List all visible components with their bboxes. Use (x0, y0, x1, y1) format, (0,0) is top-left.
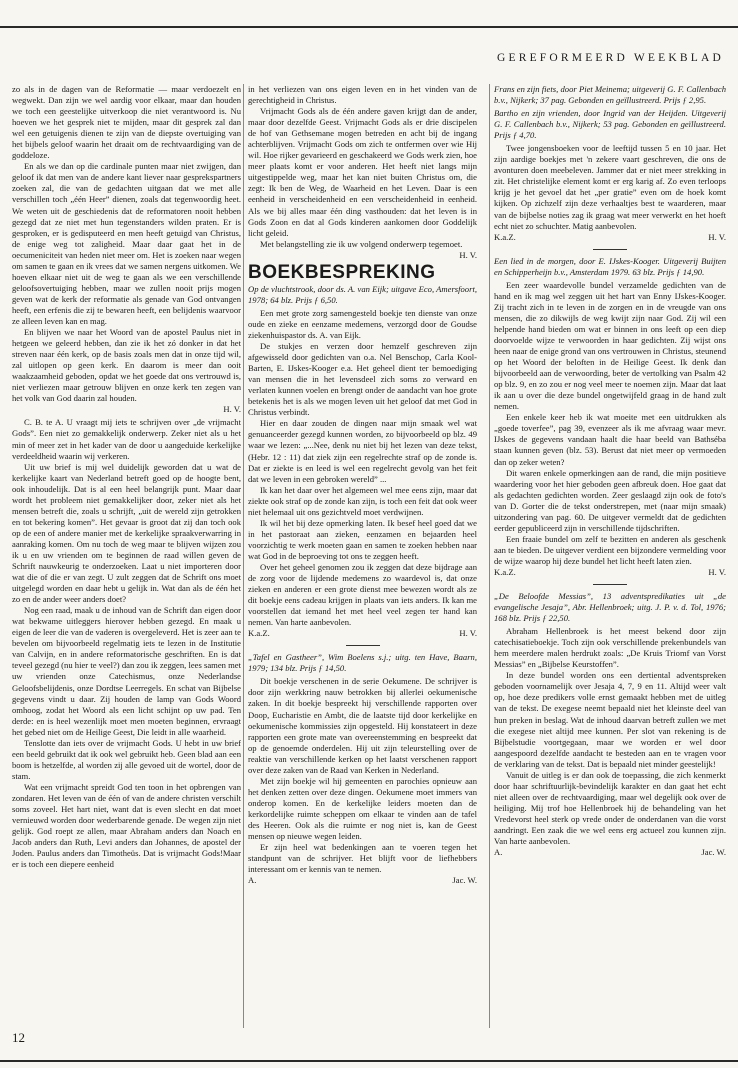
signature-right: H. V. (708, 566, 726, 577)
review-heading: Bartho en zijn vrienden, door Ingrid van der Heijden. Uitgeverij G. F. Callenbach b.v., Nijkerk; 53 pag. Gebonden en geïllustreerd. Prijs ƒ 4,70. (494, 108, 726, 141)
column-divider-2 (489, 84, 490, 1028)
bottom-rule (0, 1060, 738, 1062)
review-signature (494, 567, 726, 578)
paragraph: Een enkele keer heb ik wat moeite met een uitdrukken als „goede toverfee”, pag 39, evenzeer als ik me afvraag waar mevr. IJskes de gegevens vandaan haalt die haar beeld van Bathséba staan kunnen geven (blz. 53). Berust dat niet meer op vermoeden dan op zeker weten? (494, 412, 726, 467)
review-signature (494, 847, 726, 858)
review-heading: Frans en zijn fiets, door Piet Meinema; uitgeverij G. F. Callenbach b.v., Nijkerk; 37 pag. Gebonden en geïllustreerd. Prijs ƒ 2,95. (494, 84, 726, 106)
signature-right: H. V. (708, 231, 726, 242)
review-heading: Op de vluchtstrook, door ds. A. van Eijk; uitgave Eco, Amersfoort, 1978; 64 blz. Prijs ƒ 6,50. (248, 283, 477, 305)
review-signature (248, 875, 477, 886)
signature-left: K.a.Z. (494, 566, 516, 577)
paragraph: Ik kan het daar over het algemeen wel mee eens zijn, maar dat ziekte ook straf op de zonde kan zijn, is toch een feit dat ook weer niet helemaal uit ons gezichtveld moet verdwijnen. (248, 484, 477, 517)
paragraph: In deze bundel worden ons een dertiental adventspreken geboden voornamelijk over Jesaja 4, 7, 9 en 11. Altijd weer valt op, hoe deze predikers volle ernst gemaakt hebben met de uitleg van de tekst. De exegese neemt bepaald niet het kleinste deel van hun preken in beslag. Wat de inhoud daarvan betreft zullen we met die exegese niet altijd mee kunnen. Per slot van rekening is de Bijbelstudie voortgegaan, maar we worden er wel door aangespoord dezelfde aandacht te besteden aan en te vragen voor de verklaring van de tekst. Dat is bepaald niet minder geestelijk! (494, 670, 726, 769)
paragraph: En als we dan op die cardinale punten maar niet zwijgen, dan geloof ik dat men van de andere kant liever naar gesprekspartners zoeken zal, die van de gedachten uitgaan dat we met alle verschillen toch „één Heer” dienen, zoals dat tegenwoordig heet. We weten uit de geschiedenis dat de reformatoren nooit hebben gezegd dat ze niet met hun tegenstanders wilden praten. Er is gesproken, er is gedisputeerd en men heeft getuigd van Christus, de enige weg tot zaligheid. Maar daar gaat het in de oecumeniciteit van heden niet meer om. Het is zoeken naar wegen om samen te gaan en ik vrees dat we samen nergens uitkomen. We hoeven elkaar niet uit de weg te gaan als we een verschillende geloofsovertuiging hebben, maar we zullen nooit prijs mogen geven wat de kerk der reformatie als genade van God ontvangen heeft, een erfenis die zij te bewaren heeft, een belijdenis waarvoor ze alleen leven kan en mag. (12, 161, 241, 326)
paragraph: Een zeer waardevolle bundel verzamelde gedichten van de hand en ik mag wel zeggen uit het hart van Enny IJskes-Kooger. Zij tracht zich in te leven in de zorgen en in de vreugde van ons mensen, die zo dikwijls de weg kwijt zijn naar God. Zij wil een helpende hand bieden om wat er binnen in ons leeft op een diep doorvoelde wijze te verwoorden in haar gedichten. Zij wijst ons heen naar de enige grond van ons vertrouwen in Christus, steunend op het Woord der beloften in de Heilige Geest. Ik denk dan bijvoorbeeld aan de verwoording, beter de vertolking van Psalm 42 op blz. 9, en zo zou er nog veel meer te noemen zijn. Maar dat laat ik aan u over die deze bundel ongetwijfeld graag in de hand zult nemen. (494, 279, 726, 412)
signature-left: K.a.Z. (494, 231, 516, 242)
paragraph: Dit boekje verschenen in de serie Oekumene. De schrijver is door zijn werkkring nauw betrokken bij allerlei oekumenische zaken. In dit boekje bespreekt hij verschillende rapporten over Doop, Eucharistie en Ambt, die de laatste tijd door kerkelijke en oekumenische kommissies zijn opgesteld. Hij konstateert in deze rapporten een grote mate van overeenstemming en bespreekt dat op de genoemde onderdelen. Hij uit zijn teleurstelling over de reaktie van verschillende kerken op het laatst verschenen rapport over deze zaken van de Raad van Kerken in Nederland. (248, 676, 477, 775)
top-rule (0, 20, 738, 28)
page-header: GEREFORMEERD WEEKBLAD (496, 52, 724, 64)
page-number: 12 (12, 1030, 25, 1045)
divider (593, 249, 627, 250)
signature-left: A. (494, 847, 503, 858)
column-3 (494, 84, 726, 1044)
column-divider-1 (243, 84, 244, 1028)
review-heading: Een lied in de morgen, door E. IJskes-Kooger. Uitgeverij Buijten en Schipperheijn b.v., Amsterdam 1979. 63 blz. Prijs ƒ 14,90. (494, 255, 726, 277)
paragraph: Uit uw brief is mij wel duidelijk geworden dat u wat de kerkelijke kaart van Nederland betreft goed op de hoogte bent, ook inhoudelijk. Dat is al een heel belangrijk punt. Maar daar wordt het probleem niet gemakkelijker door, zeker niet als het mensen betreft die, zoals u schrijft, „uit de wereld zijn getrokken en tot bekering komen”. Het gevaar is groot dat zij dan toch ook op de een of andere manier met de kerkelijke spraakverwarring in aanraking komen. Om nu toch de weg maar te blijven wijzen zou ik u en uw vrienden om te beginnen de raad willen geven de Schrift nauwkeurig te onderzoeken. Laat u niet importeren door wat die of die er van zegt. U zult zeggen dat de Schrift ons moet uitgelegd worden en daar hebt u gelijk in. Wat dan als de één het zo en de ander weer anders doet? (12, 461, 241, 605)
paragraph: Abraham Hellenbroek is het meest bekend door zijn catechisatieboekje. Toch zijn ook verschillende prekenbundels van hem meerdere malen herdrukt zoals: „De Kruis Triomf van Vorst Messias” en „Bijbelse Keurstoffen”. (494, 626, 726, 670)
paragraph: Met belangstelling zie ik uw volgend onderwerp tegemoet. (260, 238, 463, 249)
paragraph: Nog een raad, maak u de inhoud van de Schrift dan eigen door wat bekwame uitleggers hierover hebben gezegd. En maak u eigen de leer die van de vaderen is overgeleverd. Het is zeer aan te bevelen om bijvoorbeeld regelmatig iets te lezen in de Institutie van Calvijn, en in andere reformatorische geschriften. En is dat teveel gezegd (nu hier te veel?) dan zou ik zeggen, lees samen met uw vrienden onze Catechismus, onze Nederlandse Geloofsbelijdenis, onze Dordtse Leerregels. En schat van Bijbelse gegevens vindt u daar. Zij houden de lamp van Gods Woord omhoog, zodat het Woord als een licht schijnt op uw pad. Ten derde: en is heel wezenlijk moet men moeten beginnen, ervraagt het gebed niet om de Heilige Geest, Die leidt in alle waarheid. (12, 605, 241, 737)
review-signature (494, 232, 726, 243)
paragraph: in het verliezen van ons eigen leven en in het vinden van de gerechtigheid in Christus. (248, 84, 477, 106)
signature-left: K.a.Z. (248, 628, 270, 639)
paragraph: zo als in de dagen van de Reformatie — maar verdoezelt en wegwekt. Dan zijn we wel aardig voor elkaar, maar dan houden we toch een geestelijke uitverkoop die niet verantwoord is. Nu hoeven we het gesprek niet te mijden, maar dit gesprek zal dan wel een getuigenis dienen te zijn van de diepste overtuiging van het bijbels geloof waarin het draait om de rechtvaardiging van de goddeloze. (12, 84, 241, 161)
paragraph: Ik wil het bij deze opmerking laten. Ik besef heel goed dat we in het pastoraat aan zieken, eenzamen en bejaarden heel voorzichtig te werk moeten gaan en samen te zoeken hebben naar wat God in de beproeving tot ons te zeggen heeft. (248, 517, 477, 561)
signature-right: Jac. W. (701, 847, 726, 858)
paragraph: De stukjes en verzen door hemzelf geschreven zijn afgewisseld door gedichten van o.a. Nel Benschop, Carla Kool-Barten, E. IJskes-Kooger e.a. Het geheel dient ter bemoediging van mensen die in het levensdeel zich soms zo verward en verlaten kunnen voelen en brengt onder de aandacht van hoe grote betekenis het is als we mogen leven uit het geloof dat met God in Christus verbindt. (248, 341, 477, 418)
paragraph: C. B. te A. U vraagt mij iets te schrijven over „de vrijmacht Gods”. Een niet zo gemakkelijk onderwerp. Zeker niet als u het min of meer zet in het kader van de door u aangeduide kerkelijke verdeeldheid waarin wij verkeren. (12, 417, 241, 461)
paragraph: Hier en daar zouden de dingen naar mijn smaak wel wat genuanceerder gezegd kunnen worden, zo bijvoorbeeld op blz. 49 waar we lezen: „...Nee, denk nu niet bij het lezen van deze tekst, (Hebr. 12 : 11) dat ziek zijn een regelrechte straf op de zonde is. Dat er ziekte is en leed is wel een regelrecht gevolg van het feit dat we leven in een gebroken wereld” ... (248, 418, 477, 484)
paragraph: Een fraaie bundel om zelf te bezitten en anderen als geschenk aan te bieden. De uitgever verdient een bijzondere vermelding voor de wijze waarop hij deze bundel het licht heeft laten zien. (494, 533, 726, 566)
paragraph: Wat een vrijmacht spreidt God ten toon in het opbrengen van zondaren. Het leven van de één of van de andere christen verschilt soms zoveel. Het hart niet, want dat is even slecht en dat moet vernieuwd worden door wederbarende genade. De wegen zijn niet gelijk. God roept ze allen, maar Abraham anders dan Noach en Jacob anders dan Ruth, Levi anders dan Johannes, de apostel der Joden. Paulus anders dan Timotheüs. Dat is vrijmacht Gods!Maar er is toch een diepere eenheid (12, 781, 241, 870)
paragraph: En blijven we naar het Woord van de apostel Paulus niet in hetgeen we geleerd hebben, dan zie ik het zó donker in dat het streven naar één kerk, op de basis zoals men dat in onze tijd wil, zal uitlopen op geen kerk. En daarom is meer dan ooit waakzaamheid geboden, opdat we het goede dat ons vertrouwd is, niet verliezen maar getrouw blijven en onze kerk ten zegen van het volk van God daarin zal houden. (12, 327, 241, 404)
signature-right: Jac. W. (452, 875, 477, 886)
paragraph: Vanuit de uitleg is er dan ook de toepassing, die zich kenmerkt door haar schriftuurlijk-bevindelijk karakter en dan gaat het echt niet alleen over de rechtvaardiging, maar wel degelijk ook over de heiliging. Mij trof hoe Hellenbroek hij de behandeling van het Vredevorst heel sterk op vrede onder de onderdanen van die vorst aandringt. Een zaak die we wel eens erg actueel zou kunnen zijn. Van harte aanbevolen. (494, 769, 726, 847)
paragraph: Vrijmacht Gods als de één andere gaven krijgt dan de ander, maar door dezelfde Geest. Vrijmacht Gods als er drie discipelen de hof van Gethsemane mogen betreden en acht bij de ingang achterblijven. Vrijmacht Gods om zich te ontfermen over wie Hij wil. Hoe rijker gevarieerd en geschakeerd we Gods werk zien, hoe meer plaats komt er voor anderen. Het heeft niet langs mijn uitgestippelde weg, maar het kan niet buiten Christus om, die zegt: Ik ben de Weg, de Waarheid en het Leven. Daar is een eenheid in verscheidenheid en een verscheidenheid in eenheid. Als we bij alles maar één ding vasthouden: dat het leven is in Gods Zoon en dat al Gods kinderen aankomen door Goddelijk licht geleid. (248, 106, 477, 238)
divider (346, 645, 380, 646)
paragraph: Dit waren enkele opmerkingen aan de rand, die mijn positieve waardering voor het hier geboden geen afbreuk doen. Hoe gaat dat als gedachten gedichten worden. Zeer geslaagd zijn ook de foto's van D. Gorter die de tekst onderstrepen, met (naar mijn smaak) uitzondering van pag. 60. De uitgever vermeldt dat de gedichten eerder gepubliceerd zijn in verschillende tijdschriften. (494, 467, 726, 533)
paragraph: Met zijn boekje wil hij gemeenten en parochies opnieuw aan het denken zetten over deze dingen. Oekumene moet immers van onderop komen. En de kerkelijke leiders moeten dan de kerkordelijke ruimte scheppen om elkaar te vinden aan de tafel des Heeren. Ook als die ruimte er nog niet is, kan de Geest mensen op nieuwe wegen leiden. (248, 775, 477, 842)
review-heading: „Tafel en Gastheer”, Wim Boelens s.j.; uitg. ten Have, Baarn, 1979; 134 blz. Prijs ƒ 14,50. (248, 652, 477, 674)
review-heading: „De Beloofde Messias”, 13 adventspredikaties uit „de evangelische Jesaja”, Abr. Hellenbroek; uitg. J. P. v. d. Tol, 1976; 168 blz. Prijs ƒ 22,50. (494, 591, 726, 624)
author-signature: H. V. (223, 404, 241, 415)
divider (593, 584, 627, 585)
paragraph: Twee jongensboeken voor de leeftijd tussen 5 en 10 jaar. Het zijn aardige boekjes met 'n zekere vaart geschreven, die ons de avonturen doen meebeleven. Jammer dat er niet meer strekking in zit. Het christelijke element komt er erg karig af. Zo even terloops krijg je het gevoel dat het „per gratie” even om de hoek komt kijken. Op zichzelf zijn deze verhaaltjes best te waarderen, maar van de bijbelse noties zag ik graag wat meer verwerkt en het hoeft echt niet zo schuchter. Matig aanbevolen. (494, 143, 726, 231)
paragraph: Een met grote zorg samengesteld boekje ten dienste van onze oude en zieke en eenzame medemens, verzorgd door de Goudse ziekenhuispastor ds. A. van Eijk. (248, 307, 477, 340)
review-signature (248, 628, 477, 639)
paragraph: Tenslotte dan iets over de vrijmacht Gods. U hebt in uw brief een beeld gebruikt dat ik ook wel gebruikt heb. Geen blad aan een boom is hetzelfde, al worden zij alle gevoed uit de wortel, door de stam. (12, 737, 241, 781)
paragraph: Over het geheel genomen zou ik zeggen dat deze bijdrage aan de zorg voor de lijdende medemens zo waardevol is, dat onze zieken en anderen er een grote dienst mee bewezen wordt als ze dit boekje eens cadeau krijgen in plaats van iets anders. Ik kan me voorstellen dat iemand het met heel veel zegen ter hand kan nemen. Van harte aanbevolen. (248, 561, 477, 628)
column-1 (12, 84, 241, 1044)
signature-left: A. (248, 875, 257, 886)
paragraph: Er zijn heel wat bedenkingen aan te voeren tegen het standpunt van de schrijver. Het blijft voor de liefhebbers interessant om er kennis van te nemen. (248, 842, 477, 875)
section-title: BOEKBESPREKING (248, 261, 436, 283)
author-signature: H. V. (459, 249, 477, 260)
column-2 (248, 84, 477, 1044)
signature-right: H. V. (459, 628, 477, 639)
